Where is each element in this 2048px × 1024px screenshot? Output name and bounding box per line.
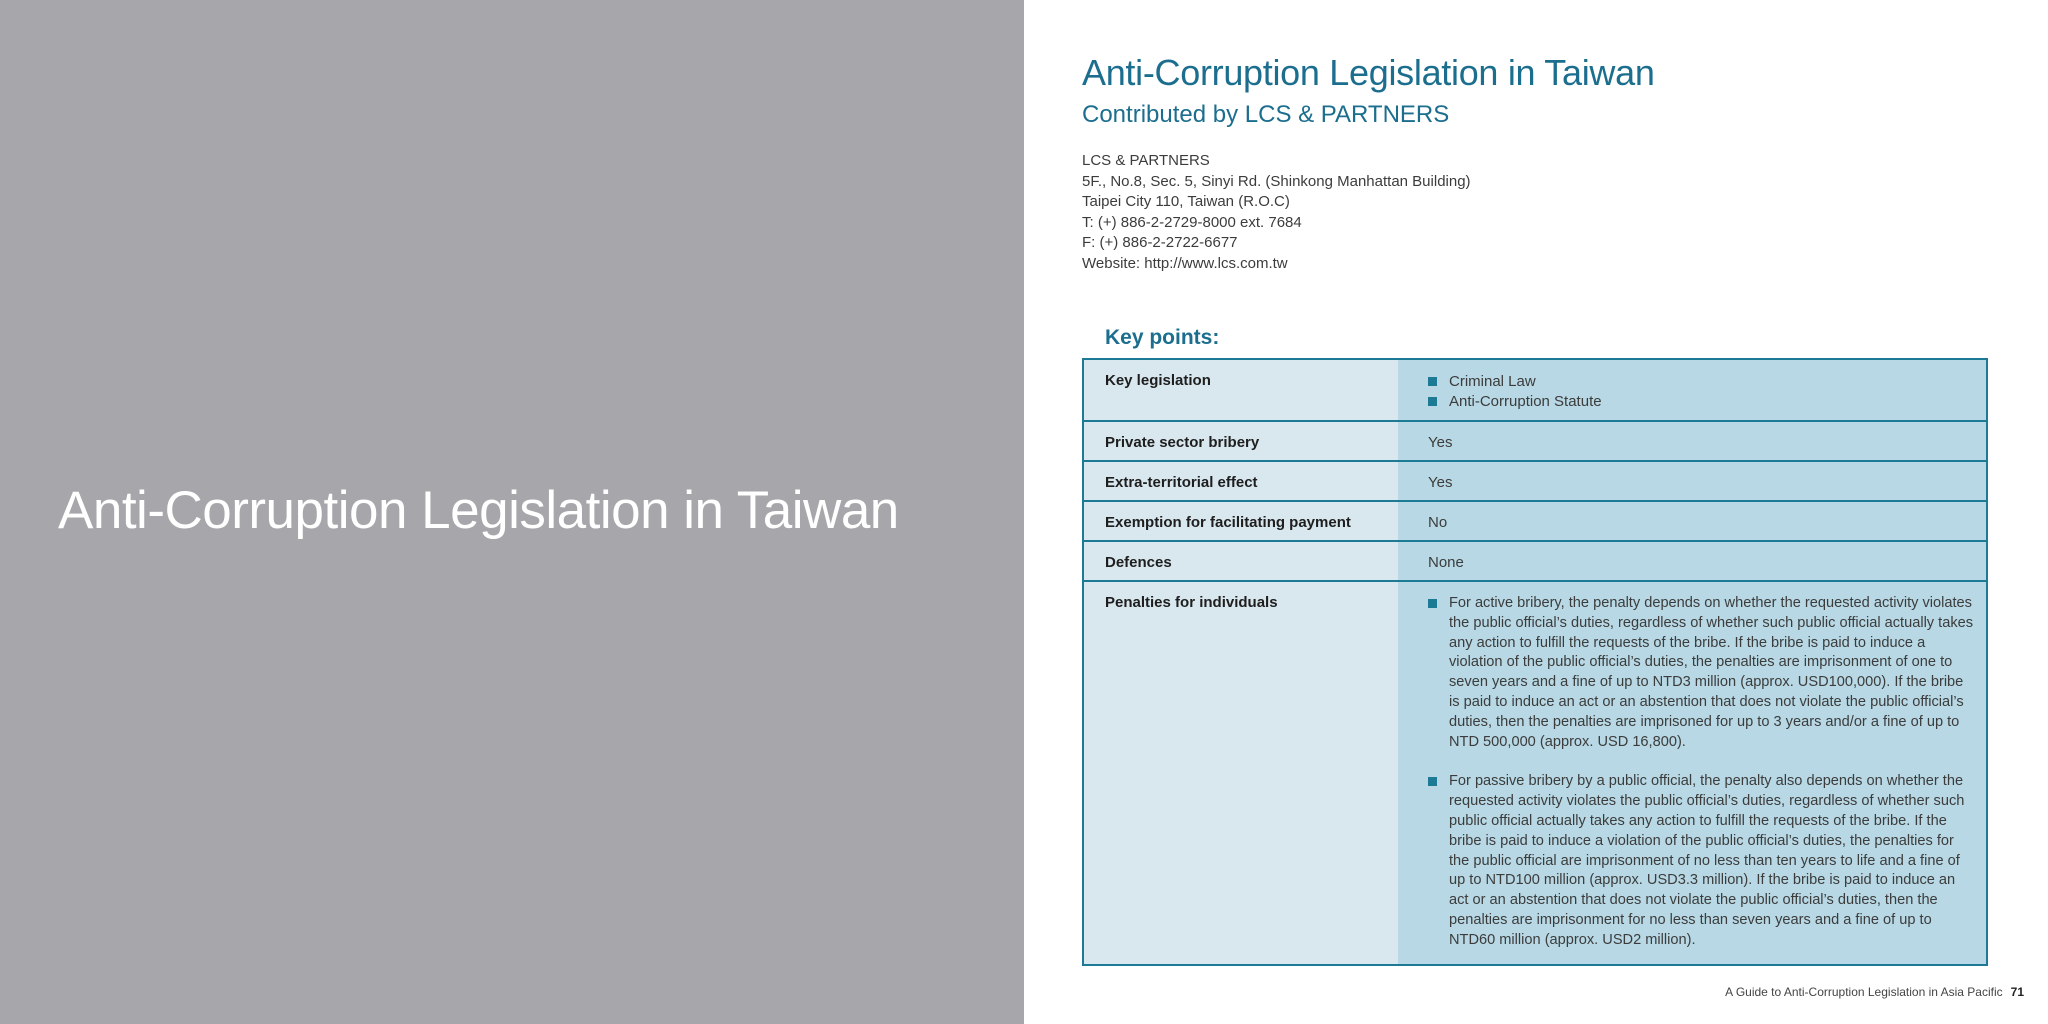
list-item: For passive bribery by a public official, the penalty also depends on whether the requested activity violates the public official’s duties, regardless of whether such public official actually takes any action to fulfill the requests of the bribe. If the bribe is paid to induce a violation of the public official’s duties, the penalties for the public official are imprisonment of no less than ten years to life and a fine of up to NTD100 million (approx. USD3.3 million). If the bribe is paid to induce an act or an abstention that does not violate the public official’s duties, then the penalties are imprisonment for no less than seven years and a fine of up to NTD60 million (approx. USD2 million).: [1428, 772, 1976, 950]
list-item: Anti-Corruption Statute: [1428, 392, 1976, 412]
legislation-list: [1428, 372, 1976, 412]
telephone: T: (+) 886-2-2729-8000 ext. 7684: [1082, 213, 1302, 231]
list-item: For active bribery, the penalty depends on whether the requested activity violates the public official’s duties, regardless of whether such public official actually takes any action to fulfill the requests of the bribe. If the bribe is paid to induce a violation of the public official’s duties, the penalties are imprisonment of one to seven years and a fine of up to NTD3 million (approx. USD100,000). If the bribe is paid to induce an act or an abstention that does not violate the public official’s duties, then the penalties are imprisoned for up to 3 years and/or a fine of up to NTD 500,000 (approx. USD 16,800).: [1428, 594, 1976, 752]
row-label: Private sector bribery: [1105, 434, 1260, 451]
firm-name: LCS & PARTNERS: [1082, 152, 1210, 169]
city-address: Taipei City 110, Taiwan (R.O.C): [1082, 193, 1290, 211]
square-bullet-icon: [1428, 777, 1437, 786]
table-row-private-sector-bribery: [1084, 422, 1986, 462]
cover-title: Anti-Corruption Legislation in Taiwan: [58, 481, 899, 540]
square-bullet-icon: [1428, 599, 1437, 608]
content-page: [1024, 0, 2048, 1024]
row-value: None: [1428, 554, 1464, 571]
row-value: Yes: [1428, 434, 1453, 451]
row-value: Yes: [1428, 474, 1453, 491]
list-item: Criminal Law: [1428, 372, 1976, 392]
table-row-penalties-individuals: [1084, 582, 1986, 962]
page-title: Anti-Corruption Legislation in Taiwan: [1082, 52, 1655, 93]
row-label: Extra-territorial effect: [1105, 474, 1258, 491]
table-row-key-legislation: [1084, 360, 1986, 422]
table-row-extra-territorial-effect: [1084, 462, 1986, 502]
page-subtitle: Contributed by LCS & PARTNERS: [1082, 101, 1450, 128]
guide-title: A Guide to Anti-Corruption Legislation in Asia Pacific: [1725, 985, 2003, 999]
street-address: 5F., No.8, Sec. 5, Sinyi Rd. (Shinkong Manhattan Building): [1082, 172, 1471, 190]
row-label: Exemption for facilitating payment: [1105, 514, 1351, 531]
page-footer: [1725, 985, 2024, 999]
row-label: Penalties for individuals: [1105, 594, 1278, 611]
square-bullet-icon: [1428, 397, 1437, 406]
contact-address-block: [1082, 151, 1471, 275]
key-points-heading: Key points:: [1105, 326, 1220, 349]
fax: F: (+) 886-2-2722-6677: [1082, 234, 1238, 252]
table-row-defences: [1084, 542, 1986, 582]
table-row-facilitating-payment: [1084, 502, 1986, 542]
square-bullet-icon: [1428, 377, 1437, 386]
row-value: No: [1428, 514, 1448, 531]
website: Website: http://www.lcs.com.tw: [1082, 254, 1288, 272]
page-number: 71: [2010, 985, 2024, 999]
row-label: Key legislation: [1105, 372, 1211, 389]
key-points-table: [1082, 358, 1988, 966]
penalties-list: [1428, 594, 1976, 971]
row-label: Defences: [1105, 554, 1172, 571]
